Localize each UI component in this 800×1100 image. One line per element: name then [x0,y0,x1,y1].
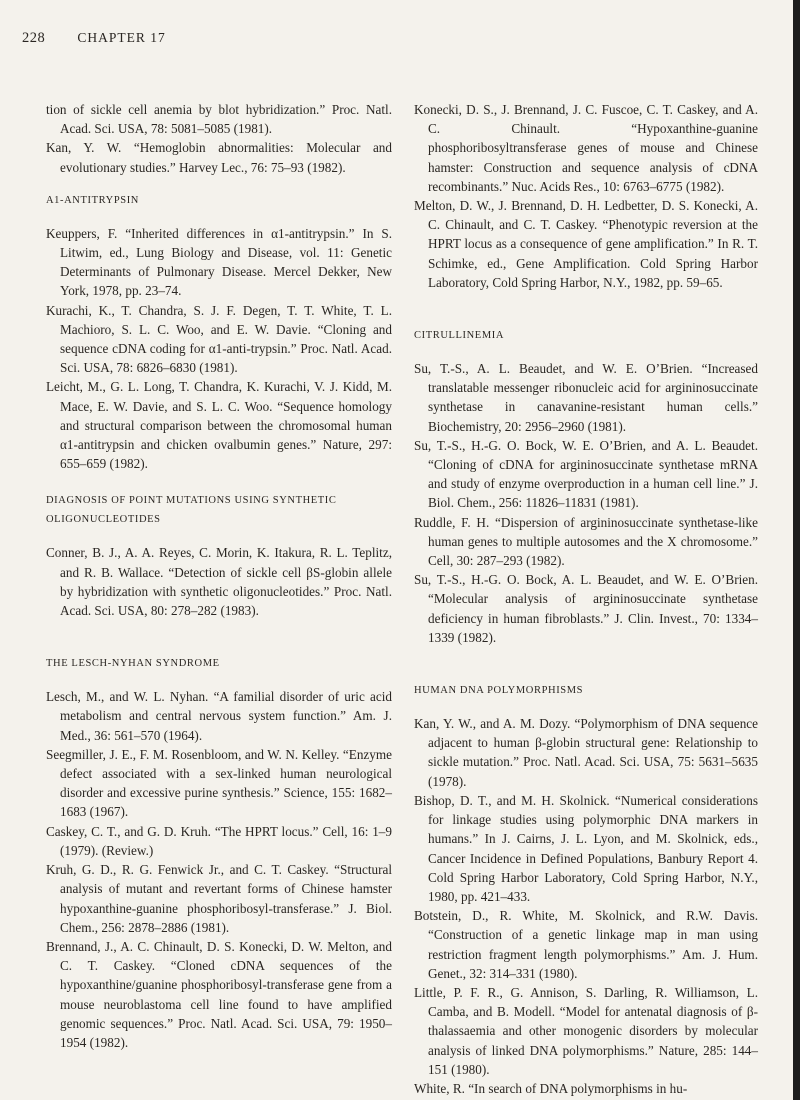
reference-entry: Caskey, C. T., and G. D. Kruh. “The HPRT locus.” Cell, 16: 1–9 (1979). (Review.) [46,823,392,858]
reference-entry: Brennand, J., A. C. Chinault, D. S. Konecki, D. W. Melton, and C. T. Caskey. “Cloned cDNA sequences of the hypoxanthine/guanine phosphoribosyl-transferase gene from a mouse neuroblastoma cell line found to have amplified genomic sequences.” Proc. Natl. Acad. Sci. USA, 79: 1950–1954 (1982). [46,938,392,1050]
section-heading: DIAGNOSIS OF POINT MUTATIONS USING SYNTHETIC OLIGONUCLEOTIDES [46,495,337,526]
running-header [22,30,166,47]
reference-entry: Kan, Y. W. “Hemoglobin abnormalities: Molecular and evolutionary studies.” Harvey Lec., 76: 75–93 (1982). [46,140,392,175]
reference-entry: Conner, B. J., A. A. Reyes, C. Morin, K. Itakura, R. L. Teplitz, and R. B. Wallace. “Detection of sickle cell βS-globin allele by hybridization with synthetic oligonucleotides.” Proc. Natl. Acad. Sci. USA, 80: 278–282 (1983). [46,545,392,619]
right-column [414,100,758,1098]
reference-entry: Little, P. F. R., G. Annison, S. Darling, R. Williamson, L. Camba, and B. Modell. “Model for antenatal diagnosis of β-thalassaemia and other monogenic disorders by molecular analysis of linked DNA polymorphisms.” Nature, 285: 144–151 (1980). [414,984,758,1077]
left-column [46,100,392,1052]
reference-entry: Su, T.-S., A. L. Beaudet, and W. E. O’Brien. “Increased translatable messenger ribonucleic acid for argininosuccinate synthetase in canavanine-resistant human cells.” Biochemistry, 20: 2956–2960 (1981). [414,361,758,434]
section-heading: HUMAN DNA POLYMORPHISMS [414,685,584,697]
reference-entry: Su, T.-S., H.-G. O. Bock, A. L. Beaudet, and W. E. O’Brien. “Molecular analysis of argininosuccinate synthetase deficiency in human fibroblasts.” J. Clin. Invest., 70: 1334–1339 (1982). [414,572,758,645]
reference-entry: tion of sickle cell anemia by blot hybridization.” Proc. Natl. Acad. Sci. USA, 78: 5081–5085 (1981). [46,102,392,137]
section-heading: Α1-ANTITRYPSIN [46,194,139,206]
reference-entry: Kruh, G. D., R. G. Fenwick Jr., and C. T. Caskey. “Structural analysis of mutant and revertant forms of Chinese hamster hypoxanthine-guanine phosphoribosyl-transferase.” J. Biol. Chem., 256: 2878–2886 (1981). [46,862,392,935]
page-edge-shadow [793,0,800,1100]
reference-entry: Melton, D. W., J. Brennand, D. H. Ledbetter, D. S. Konecki, A. C. Chinault, and C. T. Caskey. “Phenotypic reversion at the HPRT locus as a consequence of gene amplification.” In R. T. Schimke, ed., Gene Amplification. Cold Spring Harbor Laboratory, Cold Spring Harbor, N.Y., 1982, pp. 59–65. [414,198,758,290]
page-number: 228 [22,30,46,46]
reference-entry: Su, T.-S., H.-G. O. Bock, W. E. O’Brien, and A. L. Beaudet. “Cloning of cDNA for argininosuccinate synthetase mRNA and study of enzyme overproduction in a human cell line.” J. Biol. Chem., 256: 11826–11831 (1981). [414,437,758,511]
reference-entry: White, R. “In search of DNA polymorphisms in hu- [414,1080,688,1096]
section-heading: THE LESCH-NYHAN SYNDROME [46,658,220,670]
reference-entry: Kan, Y. W., and A. M. Dozy. “Polymorphism of DNA sequence adjacent to human β-globin structural gene: Relationship to sickle mutation.” Proc. Natl. Acad. Sci. USA, 75: 5631–5635 (1978). [414,716,758,789]
section-heading: CITRULLINEMIA [414,330,505,342]
reference-entry: Leicht, M., G. L. Long, T. Chandra, K. Kurachi, V. J. Kidd, M. Mace, E. W. Davie, and S. L. C. Woo. “Sequence homology and structural comparison between the chromosomal human α1-antitrypsin and chicken ovalbumin genes.” Nature, 297: 655–659 (1982). [46,379,392,472]
reference-entry: Seegmiller, J. E., F. M. Rosenbloom, and W. N. Kelley. “Enzyme defect associated with a sex-linked human neurological disorder and excessive purine synthesis.” Science, 155: 1682–1683 (1967). [46,746,392,820]
reference-entry: Bishop, D. T., and M. H. Skolnick. “Numerical considerations for linkage studies using polymorphic DNA markers in humans.” In J. Cairns, J. L. Lyon, and M. Skolnick, eds., Cancer Incidence in Defined Populations, Banbury Report 4. Cold Spring Harbor Laboratory, Cold Spring Harbor, N.Y., 1980, pp. 421–433. [414,792,758,904]
chapter-title: CHAPTER 17 [77,30,166,45]
reference-entry: Lesch, M., and W. L. Nyhan. “A familial disorder of uric acid metabolism and central nervous system function.” Am. J. Med., 36: 561–570 (1964). [46,689,392,743]
reference-entry: Botstein, D., R. White, M. Skolnick, and R.W. Davis. “Construction of a genetic linkage map in man using restriction fragment length polymorphisms.” Am. J. Hum. Genet., 32: 314–331 (1980). [414,908,758,981]
reference-entry: Ruddle, F. H. “Dispersion of argininosuccinate synthetase-like human genes to multiple autosomes and the X chromosome.” Cell, 30: 287–293 (1982). [414,514,758,569]
reference-entry: Kurachi, K., T. Chandra, S. J. F. Degen, T. T. White, T. L. Machioro, S. L. C. Woo, and E. W. Davie. “Cloning and sequence cDNA coding for α1-anti-trypsin.” Proc. Natl. Acad. Sci. USA, 78: 6826–6830 (1981). [46,302,392,376]
reference-entry: Keuppers, F. “Inherited differences in α1-antitrypsin.” In S. Litwim, ed., Lung Biology and Disease, vol. 11: Genetic Determinants of Pulmonary Disease. Mercel Dekker, New York, 1978, pp. 23–74. [46,225,392,299]
reference-entry: Konecki, D. S., J. Brennand, J. C. Fuscoe, C. T. Caskey, and A. C. Chinault. “Hypoxanthine-guanine phosphoribosyltransferase genes of mouse and Chinese hamster: Construction and sequence analysis of cDNA recombinants.” Nuc. Acids Res., 10: 6763–6775 (1982). [414,102,758,194]
